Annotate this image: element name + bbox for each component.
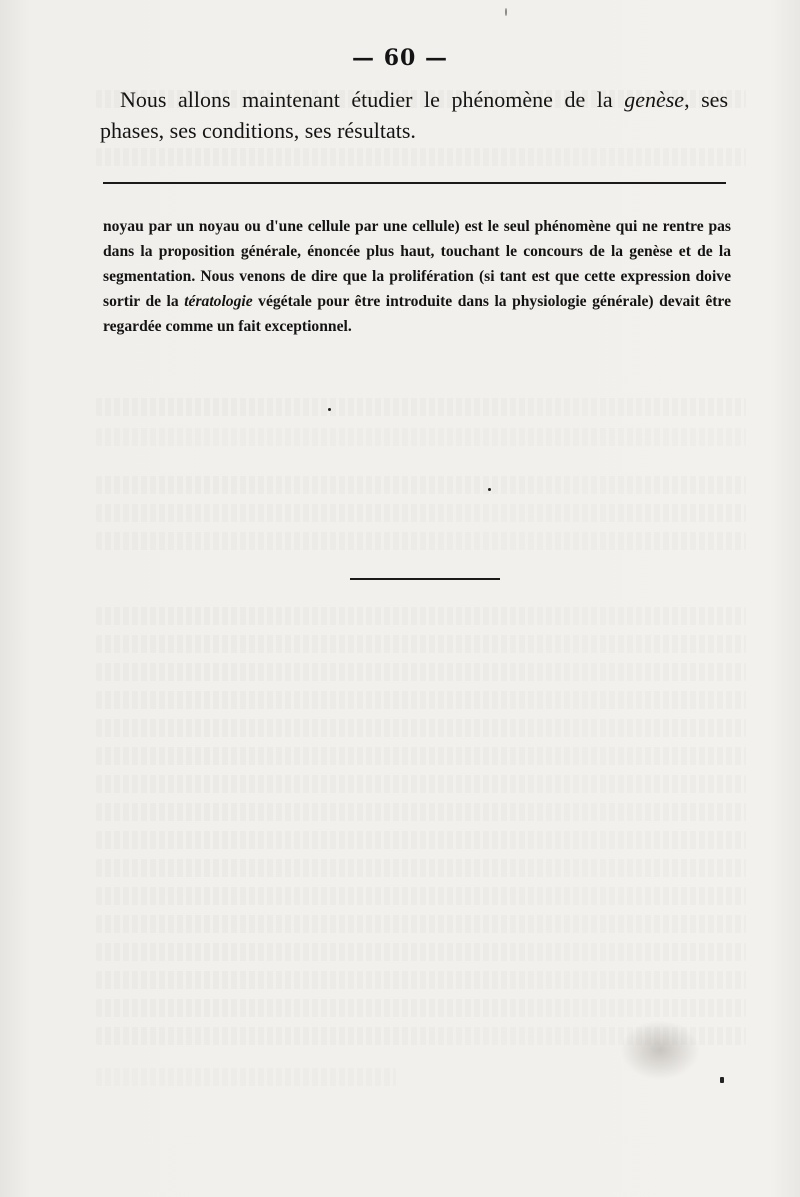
bleed-through-line — [96, 398, 746, 416]
closing-rule — [350, 578, 500, 580]
speck — [720, 1077, 724, 1083]
bleed-through-line — [96, 775, 746, 793]
bleed-through-line — [96, 971, 746, 989]
bleed-through-line — [96, 476, 746, 494]
body-italic-term: tératologie — [184, 293, 253, 310]
section-rule — [103, 182, 726, 184]
bleed-through-line — [96, 943, 746, 961]
lead-italic-term: genèse — [624, 87, 685, 112]
body-text-part-2: végétale pour être introduite dans la physiologie générale) devait être regardée comme un fait exceptionnel. — [103, 293, 731, 335]
bleed-through-line — [96, 747, 746, 765]
bleed-through-line — [96, 607, 746, 625]
bleed-through-line — [96, 691, 746, 709]
paper-smudge — [620, 1020, 700, 1080]
lead-text-start: Nous allons maintenant étudier le phénomène de la — [120, 87, 625, 112]
body-text-part-1: noyau par un noyau ou d'une cellule par une cellule) est le seul phénomène qui ne rentre pas dans la proposition générale, énoncée plus haut, touchant le concours de la genèse et de la segmentation. Nous venons de dire que la prolifération (si tant est que cette expression doive sortir de la — [103, 218, 731, 310]
speck — [488, 488, 491, 491]
bleed-through-line — [96, 859, 746, 877]
lead-text-end: , ses phases, ses conditions, ses résultats. — [100, 87, 729, 143]
bleed-through-line — [96, 504, 746, 522]
bleed-through-line — [96, 532, 746, 550]
bleed-through-line — [96, 635, 746, 653]
speck — [328, 408, 331, 411]
bleed-through-line — [96, 831, 746, 849]
body-paragraph — [103, 214, 731, 339]
bleed-through-line — [96, 663, 746, 681]
bleed-through-line — [96, 428, 746, 446]
page-number: — 60 — — [352, 45, 448, 71]
bleed-through-line — [96, 148, 746, 166]
bleed-through-line — [96, 915, 746, 933]
bleed-through-line — [96, 1068, 396, 1086]
bleed-through-line — [96, 887, 746, 905]
bleed-through-line — [96, 803, 746, 821]
bleed-through-line — [96, 719, 746, 737]
lead-paragraph — [100, 84, 728, 146]
speck — [505, 8, 507, 16]
bleed-through-line — [96, 999, 746, 1017]
